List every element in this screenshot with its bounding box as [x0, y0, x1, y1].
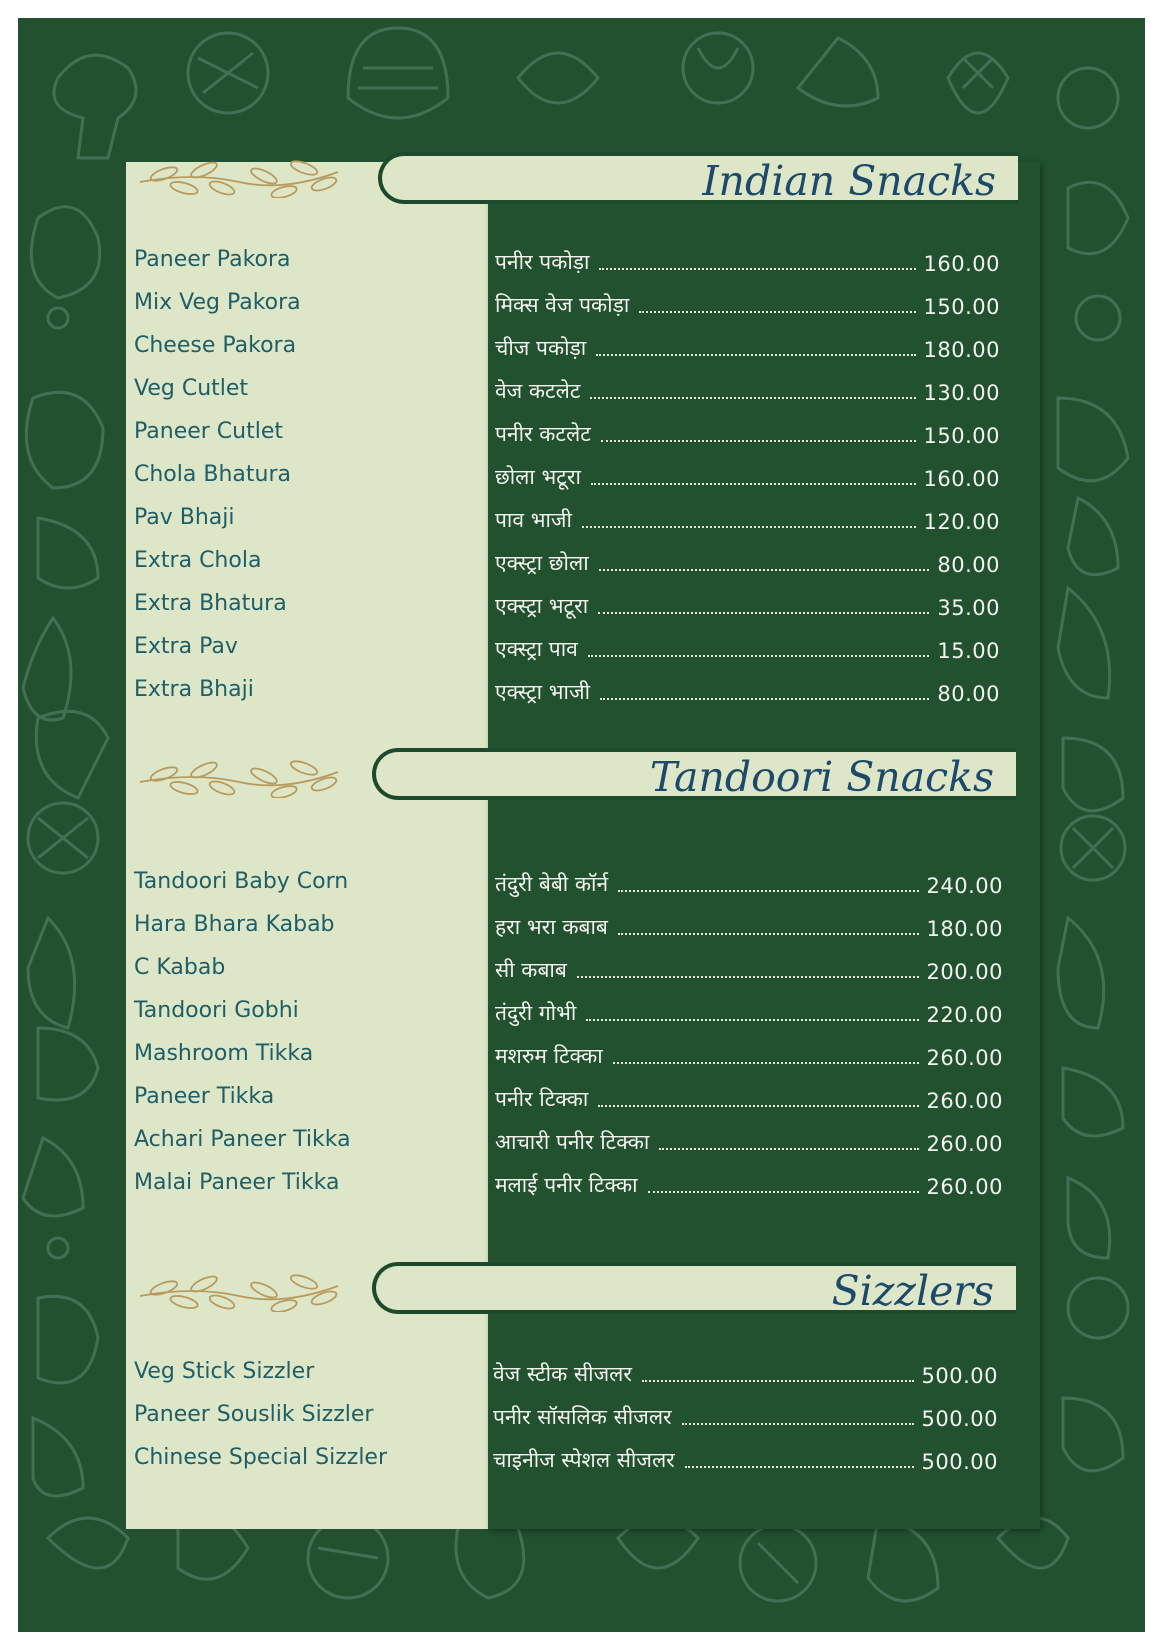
item-name: Chola Bhatura [134, 462, 291, 487]
english-names-panel [126, 162, 488, 1529]
item-name: Mix Veg Pakora [134, 290, 301, 315]
item-price: 15.00 [937, 639, 1000, 663]
menu-row [495, 1126, 1003, 1156]
menu-row [495, 911, 1003, 941]
item-price: 35.00 [937, 596, 1000, 620]
dot-leader [682, 1423, 914, 1425]
item-hindi-name: चीज पकोड़ा [495, 336, 587, 360]
dot-leader [642, 1380, 914, 1382]
item-price: 200.00 [926, 960, 1003, 984]
item-price: 160.00 [923, 252, 1000, 276]
item-price: 160.00 [923, 467, 1000, 491]
dot-leader [598, 1105, 918, 1107]
dot-leader [613, 1062, 919, 1064]
item-hindi-name: छोला भटूरा [495, 465, 581, 489]
item-name: Veg Stick Sizzler [134, 1359, 315, 1384]
dot-leader [618, 890, 918, 892]
dot-leader [599, 569, 930, 571]
dot-leader [596, 354, 915, 356]
dot-leader [601, 440, 916, 442]
item-price: 500.00 [921, 1450, 998, 1474]
item-hindi-name: मलाई पनीर टिक्का [495, 1173, 638, 1197]
item-name: Achari Paneer Tikka [134, 1127, 351, 1152]
dot-leader [659, 1148, 918, 1150]
section-title: Tandoori Snacks [649, 753, 994, 801]
item-name: Paneer Cutlet [134, 419, 284, 444]
dot-leader [588, 655, 930, 657]
item-price: 260.00 [926, 1132, 1003, 1156]
menu-row [495, 375, 1000, 405]
item-name: Extra Pav [134, 634, 238, 659]
section-banner-indian-snacks [378, 152, 1018, 204]
item-hindi-name: एक्स्ट्रा भटूरा [495, 594, 589, 618]
item-name: Tandoori Gobhi [134, 998, 299, 1023]
dot-leader [598, 612, 929, 614]
item-name: Tandoori Baby Corn [134, 869, 349, 894]
item-hindi-name: तंदुरी गोभी [495, 1001, 577, 1025]
item-price: 220.00 [926, 1003, 1003, 1027]
menu-row [495, 954, 1003, 984]
hindi-prices-panel [488, 162, 1040, 1529]
dot-leader [600, 698, 929, 700]
menu-row [495, 633, 1000, 663]
item-price: 80.00 [937, 553, 1000, 577]
item-hindi-name: आचारी पनीर टिक्का [495, 1130, 650, 1154]
item-name: C Kabab [134, 955, 226, 980]
item-name: Malai Paneer Tikka [134, 1170, 340, 1195]
item-name: Pav Bhaji [134, 505, 235, 530]
item-hindi-name: हरा भरा कबाब [495, 915, 608, 939]
menu-row [495, 590, 1000, 620]
menu-row [493, 1358, 998, 1388]
item-name: Extra Bhaji [134, 677, 254, 702]
item-price: 240.00 [926, 874, 1003, 898]
menu-row [495, 246, 1000, 276]
dot-leader [685, 1466, 914, 1468]
item-hindi-name: पनीर पकोड़ा [495, 250, 590, 274]
menu-row [495, 418, 1000, 448]
dot-leader [618, 933, 919, 935]
item-name: Paneer Souslik Sizzler [134, 1402, 374, 1427]
item-price: 500.00 [921, 1407, 998, 1431]
item-hindi-name: पनीर सॉसलिक सीजलर [493, 1405, 672, 1429]
item-hindi-name: मशरुम टिक्का [495, 1044, 603, 1068]
item-name: Cheese Pakora [134, 333, 297, 358]
dot-leader [639, 311, 915, 313]
menu-row [493, 1401, 998, 1431]
menu-row [495, 997, 1003, 1027]
menu-row [495, 676, 1000, 706]
item-hindi-name: एक्स्ट्रा भाजी [495, 680, 591, 704]
dot-leader [586, 1019, 918, 1021]
item-price: 180.00 [923, 338, 1000, 362]
item-name: Hara Bhara Kabab [134, 912, 335, 937]
item-price: 500.00 [921, 1364, 998, 1388]
item-price: 260.00 [926, 1046, 1003, 1070]
menu-row [493, 1444, 998, 1474]
menu-row [495, 461, 1000, 491]
section-banner-tandoori-snacks [372, 748, 1016, 800]
menu-row [495, 332, 1000, 362]
item-name: Paneer Pakora [134, 247, 291, 272]
item-name: Chinese Special Sizzler [134, 1445, 388, 1470]
dot-leader [590, 397, 915, 399]
item-price: 180.00 [926, 917, 1003, 941]
item-price: 80.00 [937, 682, 1000, 706]
dot-leader [577, 976, 919, 978]
menu-row [495, 1083, 1003, 1113]
item-name: Extra Bhatura [134, 591, 287, 616]
menu-row [495, 1169, 1003, 1199]
dot-leader [648, 1191, 919, 1193]
item-hindi-name: तंदुरी बेबी कॉर्न [495, 872, 609, 896]
section-title: Indian Snacks [702, 157, 996, 205]
section-title: Sizzlers [831, 1267, 994, 1315]
menu-row [495, 289, 1000, 319]
section-banner-sizzlers [372, 1262, 1016, 1314]
item-name: Veg Cutlet [134, 376, 249, 401]
item-price: 130.00 [923, 381, 1000, 405]
item-hindi-name: पनीर टिक्का [495, 1087, 589, 1111]
item-price: 260.00 [926, 1175, 1003, 1199]
item-name: Paneer Tikka [134, 1084, 275, 1109]
item-hindi-name: एक्स्ट्रा छोला [495, 551, 589, 575]
item-hindi-name: मिक्स वेज पकोड़ा [495, 293, 630, 317]
item-price: 150.00 [923, 424, 1000, 448]
item-price: 260.00 [926, 1089, 1003, 1113]
item-price: 150.00 [923, 295, 1000, 319]
item-hindi-name: एक्स्ट्रा पाव [495, 637, 578, 661]
item-hindi-name: पाव भाजी [495, 508, 572, 532]
item-name: Mashroom Tikka [134, 1041, 314, 1066]
menu-row [495, 1040, 1003, 1070]
item-hindi-name: पनीर कटलेट [495, 422, 591, 446]
item-name: Extra Chola [134, 548, 262, 573]
item-hindi-name: चाइनीज स्पेशल सीजलर [493, 1448, 675, 1472]
laurel-icon [134, 752, 344, 798]
laurel-icon [134, 1266, 344, 1312]
dot-leader [591, 483, 916, 485]
dot-leader [599, 268, 915, 270]
dot-leader [582, 526, 916, 528]
menu-row [495, 547, 1000, 577]
item-hindi-name: सी कबाब [495, 958, 567, 982]
menu-row [495, 868, 1003, 898]
item-hindi-name: वेज कटलेट [495, 379, 581, 403]
laurel-icon [134, 152, 344, 198]
menu-row [495, 504, 1000, 534]
item-price: 120.00 [923, 510, 1000, 534]
item-hindi-name: वेज स्टीक सीजलर [493, 1362, 632, 1386]
